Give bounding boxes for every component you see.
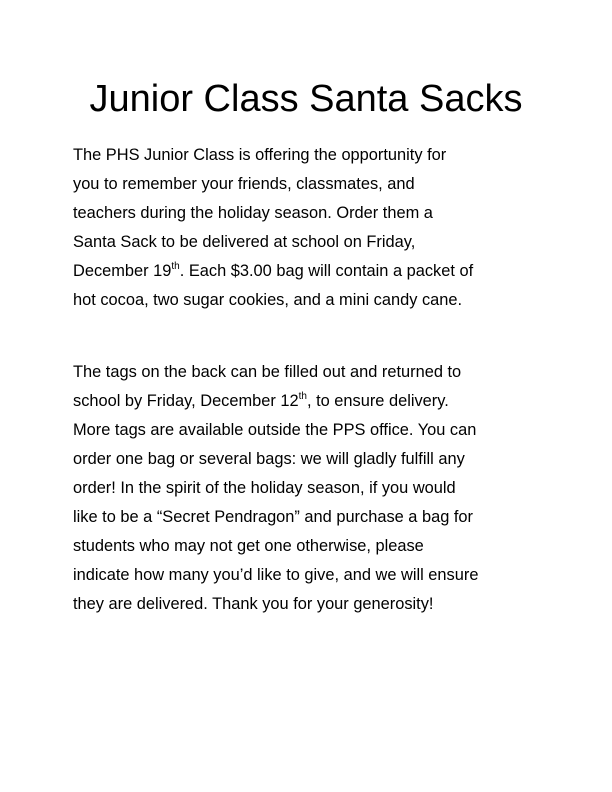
text-line <box>73 503 553 532</box>
text-span: , to ensure delivery. <box>306 392 449 410</box>
text-line <box>73 141 553 170</box>
text-line <box>73 228 553 257</box>
text-span: order! In the spirit of the holiday season, if you would <box>73 479 456 497</box>
text-line <box>73 445 553 474</box>
text-line <box>73 170 553 199</box>
text-line <box>73 532 553 561</box>
text-span: they are delivered. Thank you for your generosity! <box>73 595 434 613</box>
text-line <box>73 199 553 228</box>
page-title: Junior Class Santa Sacks <box>89 78 523 120</box>
text-line <box>73 474 553 503</box>
text-span: hot cocoa, two sugar cookies, and a mini candy cane. <box>73 291 463 309</box>
text-span: The PHS Junior Class is offering the opportunity for <box>73 146 447 164</box>
text-span: . Each $3.00 bag will contain a packet of <box>179 262 474 280</box>
text-span: school by Friday, December 12 <box>73 392 299 410</box>
text-span: indicate how many you’d like to give, and we will ensure <box>73 566 479 584</box>
ordinal-suffix: th <box>171 261 180 272</box>
text-span: More tags are available outside the PPS office. You can <box>73 421 477 439</box>
text-span: students who may not get one otherwise, please <box>73 537 424 555</box>
text-span: The tags on the back can be filled out and returned to <box>73 363 462 381</box>
text-span: order one bag or several bags: we will gladly fulfill any <box>73 450 465 468</box>
text-line <box>73 358 553 387</box>
text-span: December 19 <box>73 262 172 280</box>
text-span: you to remember your friends, classmates, and <box>73 175 415 193</box>
text-line <box>73 416 553 445</box>
text-line <box>73 257 553 286</box>
text-span: like to be a “Secret Pendragon” and purchase a bag for <box>73 508 474 526</box>
text-span: teachers during the holiday season. Order them a <box>73 204 433 222</box>
text-line <box>73 561 553 590</box>
paragraph-instructions <box>73 358 553 619</box>
ordinal-suffix: th <box>298 391 307 402</box>
text-span: Santa Sack to be delivered at school on Friday, <box>73 233 416 251</box>
paragraph-intro <box>73 141 553 315</box>
text-line <box>73 387 553 416</box>
text-line <box>73 590 553 619</box>
text-line <box>73 286 553 315</box>
